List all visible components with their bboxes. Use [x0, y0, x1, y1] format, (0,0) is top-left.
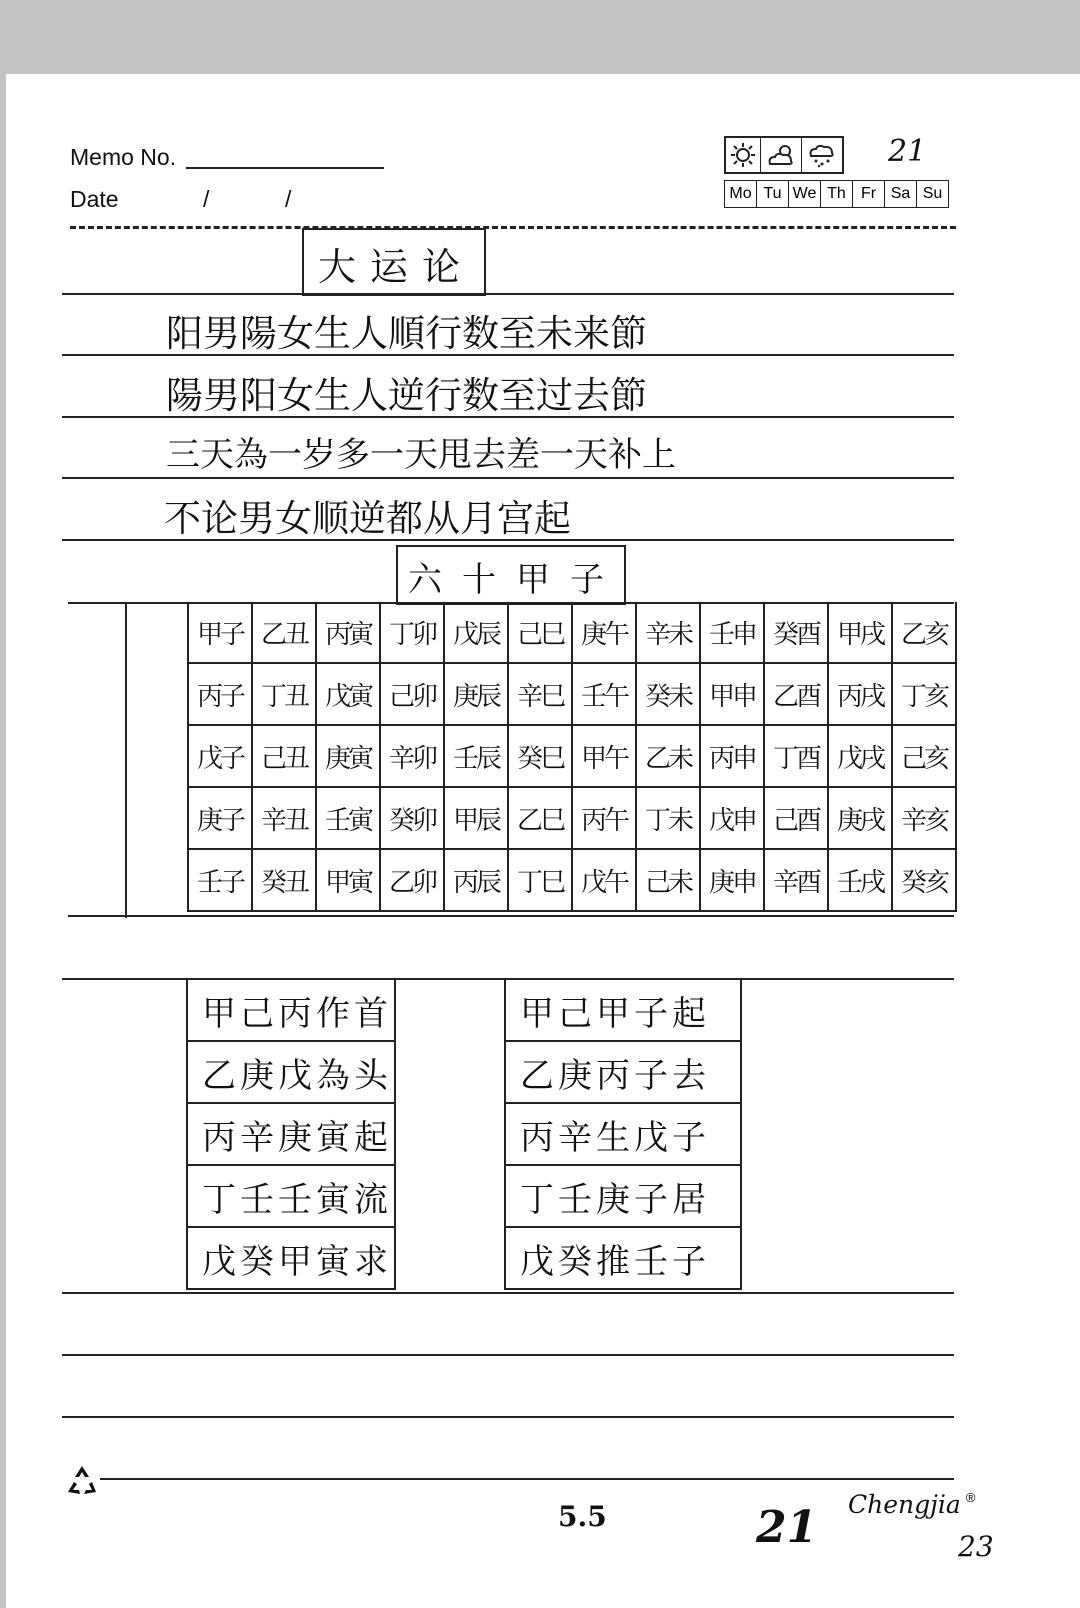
- table-cell: 甲子: [189, 602, 253, 662]
- rhyme-line: 乙庚丙子去: [506, 1040, 740, 1102]
- rule-line: 阳男陽女生人順行数至未来節: [166, 312, 647, 355]
- table-cell: 戊子: [189, 726, 253, 786]
- ruled-line: [62, 477, 954, 479]
- handwritten-page-number: 21: [888, 134, 927, 169]
- table-cell: 戊辰: [445, 602, 509, 662]
- table-cell: 辛巳: [509, 664, 573, 724]
- table-row: [189, 664, 957, 726]
- table-cell: 癸卯: [381, 788, 445, 848]
- table-cell: 乙丑: [253, 602, 317, 662]
- weekday-cell: Fr: [853, 181, 885, 207]
- sixty-jiazi-table: [187, 602, 957, 912]
- table-row: [189, 602, 957, 664]
- scribble: 5.5: [558, 1500, 607, 1533]
- table-cell: 甲戌: [829, 602, 893, 662]
- table-cell: 乙酉: [765, 664, 829, 724]
- table-row: [189, 726, 957, 788]
- table-cell: 庚申: [701, 850, 765, 910]
- brand-name: Chengjia: [848, 1490, 961, 1519]
- weekday-cell: Mo: [725, 181, 757, 207]
- rhyme-line: 戊癸甲寅求: [188, 1226, 394, 1288]
- table-cell: 癸未: [637, 664, 701, 724]
- brand-logo: [848, 1490, 975, 1519]
- table-cell: 庚午: [573, 602, 637, 662]
- table-cell: 丙午: [573, 788, 637, 848]
- rhyme-line: 乙庚戊為头: [188, 1040, 394, 1102]
- date-separator: /: [285, 186, 292, 212]
- table-cell: 甲午: [573, 726, 637, 786]
- memo-label: Memo No.: [70, 144, 177, 170]
- corner-page-number: 23: [958, 1530, 994, 1563]
- ruled-line: [62, 978, 954, 980]
- table-cell: 壬申: [701, 602, 765, 662]
- weekday-cell: Su: [922, 185, 943, 202]
- weekday-cell: Th: [821, 181, 853, 207]
- table-cell: 丁未: [637, 788, 701, 848]
- table-cell: 己卯: [381, 664, 445, 724]
- table-cell: 甲辰: [445, 788, 509, 848]
- weather-icons: [724, 136, 844, 174]
- rhyme-line: 丙辛庚寅起: [188, 1102, 394, 1164]
- table-cell: 丙寅: [317, 602, 381, 662]
- table-cell: 辛亥: [893, 788, 957, 848]
- table-cell: 壬午: [573, 664, 637, 724]
- ruled-line: [62, 1416, 954, 1418]
- table-cell: 辛卯: [381, 726, 445, 786]
- table-cell: 庚戌: [829, 788, 893, 848]
- table-cell: 己亥: [893, 726, 957, 786]
- table-cell: 丁酉: [765, 726, 829, 786]
- memo-line: [186, 167, 384, 169]
- month-pillar-rhyme: [186, 978, 396, 1290]
- table-cell: 壬子: [189, 850, 253, 910]
- table-cell: 丁丑: [253, 664, 317, 724]
- table-cell: 乙卯: [381, 850, 445, 910]
- rhyme-line: 丁壬壬寅流: [188, 1164, 394, 1226]
- table-cell: 丙申: [701, 726, 765, 786]
- table-cell: 壬寅: [317, 788, 381, 848]
- ruled-line: [68, 915, 954, 917]
- table-cell: 乙巳: [509, 788, 573, 848]
- table-cell: 辛酉: [765, 850, 829, 910]
- table-cell: 癸丑: [253, 850, 317, 910]
- header-divider: [70, 226, 956, 229]
- table-cell: 己酉: [765, 788, 829, 848]
- table-cell: 甲申: [701, 664, 765, 724]
- rhyme-line: 丁壬庚子居: [506, 1164, 740, 1226]
- table-cell: 庚寅: [317, 726, 381, 786]
- handwritten-page-number: 21: [756, 1502, 818, 1553]
- date-separator: /: [203, 186, 210, 212]
- weekday-row: [724, 180, 949, 208]
- table-cell: 辛未: [637, 602, 701, 662]
- rain-icon: [802, 138, 842, 172]
- table-cell: 癸巳: [509, 726, 573, 786]
- sun-icon: [726, 138, 761, 172]
- ruled-line: [62, 1292, 954, 1294]
- section-title: 六十甲子: [408, 560, 624, 600]
- table-cell: 戊午: [573, 850, 637, 910]
- cloudy-icon: [761, 138, 802, 172]
- table-cell: 戊寅: [317, 664, 381, 724]
- table-cell: 辛丑: [253, 788, 317, 848]
- table-cell: 丙戌: [829, 664, 893, 724]
- table-cell: 己未: [637, 850, 701, 910]
- table-cell: 壬辰: [445, 726, 509, 786]
- table-cell: 丁卯: [381, 602, 445, 662]
- table-cell: 丙辰: [445, 850, 509, 910]
- table-cell: 丙子: [189, 664, 253, 724]
- table-cell: 丁巳: [509, 850, 573, 910]
- table-cell: 戊申: [701, 788, 765, 848]
- table-cell: 庚辰: [445, 664, 509, 724]
- table-cell: 乙未: [637, 726, 701, 786]
- ruled-line: [100, 1478, 954, 1480]
- rule-line: 不论男女顺逆都从月宫起: [164, 497, 571, 540]
- table-row: [189, 788, 957, 850]
- weekday-cell: Tu: [757, 181, 789, 207]
- table-cell: 己丑: [253, 726, 317, 786]
- table-cell: 癸酉: [765, 602, 829, 662]
- table-cell: 丁亥: [893, 664, 957, 724]
- table-cell: 己巳: [509, 602, 573, 662]
- table-cell: 癸亥: [893, 850, 957, 910]
- rhyme-line: 甲己甲子起: [506, 978, 740, 1040]
- table-cell: 壬戌: [829, 850, 893, 910]
- table-cell: 甲寅: [317, 850, 381, 910]
- rhyme-line: 甲己丙作首: [188, 978, 394, 1040]
- registered-mark: ®: [965, 1490, 976, 1505]
- page-title: 大运论: [318, 245, 475, 289]
- hour-pillar-rhyme: [504, 978, 742, 1290]
- table-margin-line: [125, 602, 127, 918]
- date-label: Date: [70, 186, 119, 212]
- table-cell: 庚子: [189, 788, 253, 848]
- recycle-icon: [62, 1462, 102, 1502]
- table-cell: 戊戌: [829, 726, 893, 786]
- table-cell: 乙亥: [893, 602, 957, 662]
- rule-line: 三天為一岁多一天甩去差一天补上: [166, 435, 676, 475]
- rule-line: 陽男阳女生人逆行数至过去節: [166, 374, 647, 417]
- weekday-cell: Sa: [885, 181, 917, 207]
- weekday-cell: We: [789, 181, 821, 207]
- rhyme-line: 戊癸推壬子: [506, 1226, 740, 1288]
- ruled-line: [62, 293, 954, 295]
- ruled-line: [62, 1354, 954, 1356]
- rhyme-line: 丙辛生戊子: [506, 1102, 740, 1164]
- table-row: [189, 850, 957, 912]
